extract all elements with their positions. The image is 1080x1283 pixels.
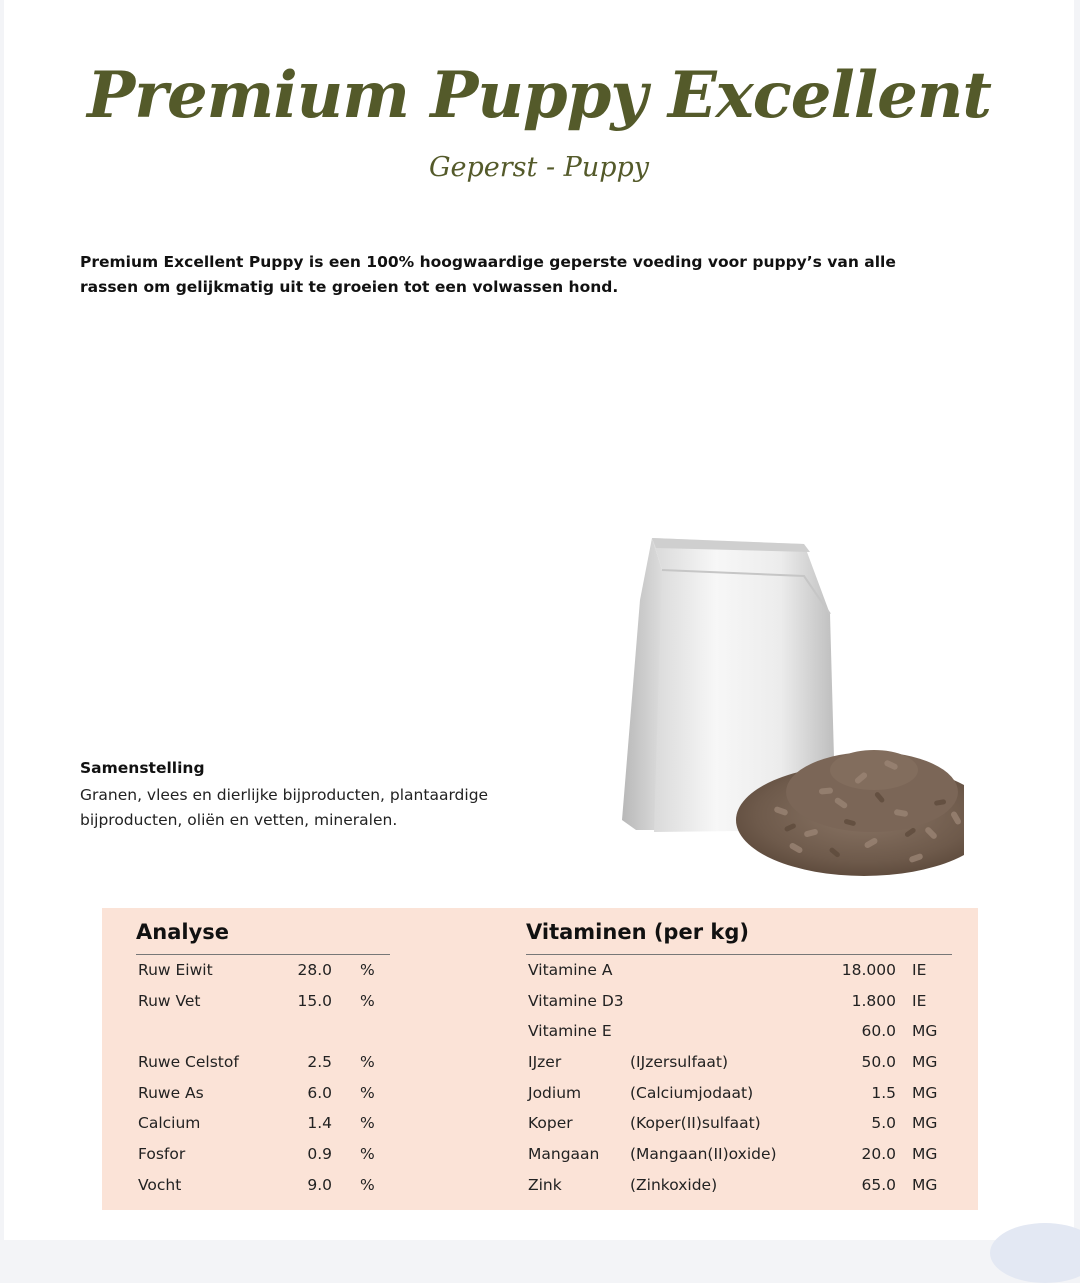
vitamin-unit: MG (912, 1022, 938, 1041)
vitamin-compound: (Calciumjodaat) (630, 1083, 754, 1102)
analysis-row (136, 955, 390, 986)
vitamin-row (526, 1170, 952, 1201)
vitamins-table (526, 920, 952, 1201)
analysis-row (136, 1016, 390, 1047)
vitamin-compound: (Koper(II)sulfaat) (630, 1114, 761, 1133)
vitamin-name: IJzer (528, 1053, 562, 1072)
vitamin-name: Jodium (528, 1083, 582, 1102)
vitamin-row (526, 986, 952, 1017)
analysis-unit: % (360, 1175, 375, 1194)
analysis-title: Analyse (136, 920, 390, 955)
intro-paragraph: Premium Excellent Puppy is een 100% hoogwaardige geperste voeding voor puppy’s van alle rassen om gelijkmatig uit te groeien tot een volwassen hond. (80, 253, 896, 296)
analysis-name: Fosfor (138, 1145, 186, 1164)
vitamin-name: Koper (528, 1114, 573, 1133)
analysis-row (136, 1139, 390, 1170)
vitamin-unit: MG (912, 1175, 938, 1194)
analysis-name: Ruwe Celstof (138, 1053, 239, 1072)
analysis-unit: % (360, 1114, 375, 1133)
product-image (604, 530, 964, 890)
analysis-unit: % (360, 1053, 375, 1072)
vitamin-name: Zink (528, 1175, 562, 1194)
analysis-name: Ruwe As (138, 1083, 204, 1102)
analysis-name: Ruw Vet (138, 991, 201, 1010)
vitamin-name: Vitamine E (528, 1022, 612, 1041)
vitamin-value: 20.0 (861, 1145, 896, 1164)
nutrition-panel (102, 908, 978, 1210)
vitamin-unit: IE (912, 991, 927, 1010)
vitamin-compound: (Mangaan(II)oxide) (630, 1145, 777, 1164)
composition-text: Granen, vlees en dierlijke bijproducten, plantaardige bijproducten, oliën en vetten, mineralen. (80, 786, 489, 829)
analysis-table (136, 920, 390, 1201)
vitamin-value: 5.0 (871, 1114, 896, 1133)
vitamin-value: 1.5 (871, 1083, 896, 1102)
vitamin-unit: IE (912, 961, 927, 979)
analysis-unit: % (360, 961, 375, 979)
analysis-value: 15.0 (297, 991, 332, 1010)
vitamin-row (526, 1016, 952, 1047)
analysis-row (136, 1047, 390, 1078)
vitamin-unit: MG (912, 1114, 938, 1133)
analysis-row (136, 986, 390, 1017)
analysis-row (136, 1078, 390, 1109)
analysis-value: 6.0 (307, 1083, 332, 1102)
analysis-row (136, 1170, 390, 1201)
analysis-value: 2.5 (307, 1053, 332, 1072)
vitamins-title: Vitaminen (per kg) (526, 920, 952, 955)
vitamin-compound: (Zinkoxide) (630, 1175, 718, 1194)
vitamin-row (526, 1108, 952, 1139)
vitamin-unit: MG (912, 1145, 938, 1164)
vitamin-unit: MG (912, 1083, 938, 1102)
vitamin-unit: MG (912, 1053, 938, 1072)
composition-heading: Samenstelling (80, 759, 205, 777)
vitamin-row (526, 1047, 952, 1078)
vitamin-value: 50.0 (861, 1053, 896, 1072)
vitamin-name: Vitamine A (528, 961, 613, 979)
vitamin-row (526, 1139, 952, 1170)
page-subtitle: Geperst - Puppy (428, 152, 650, 183)
corner-decoration (990, 1223, 1080, 1283)
analysis-name: Vocht (138, 1175, 182, 1194)
analysis-name: Ruw Eiwit (138, 961, 213, 979)
analysis-unit: % (360, 991, 375, 1010)
page-title: Premium Puppy Excellent (87, 58, 991, 133)
vitamin-compound: (IJzersulfaat) (630, 1053, 729, 1072)
document-page (4, 0, 1074, 1240)
vitamin-value: 60.0 (861, 1022, 896, 1041)
analysis-value: 9.0 (307, 1175, 332, 1194)
vitamin-value: 18.000 (841, 961, 896, 979)
analysis-value: 0.9 (307, 1145, 332, 1164)
vitamin-name: Vitamine D3 (528, 991, 624, 1010)
analysis-value: 1.4 (307, 1114, 332, 1133)
vitamin-value: 65.0 (861, 1175, 896, 1194)
analysis-name: Calcium (138, 1114, 201, 1133)
analysis-unit: % (360, 1145, 375, 1164)
analysis-unit: % (360, 1083, 375, 1102)
analysis-row (136, 1108, 390, 1139)
vitamin-name: Mangaan (528, 1145, 600, 1164)
vitamin-value: 1.800 (851, 991, 896, 1010)
vitamin-row (526, 955, 952, 986)
vitamin-row (526, 1078, 952, 1109)
analysis-value: 28.0 (297, 961, 332, 979)
